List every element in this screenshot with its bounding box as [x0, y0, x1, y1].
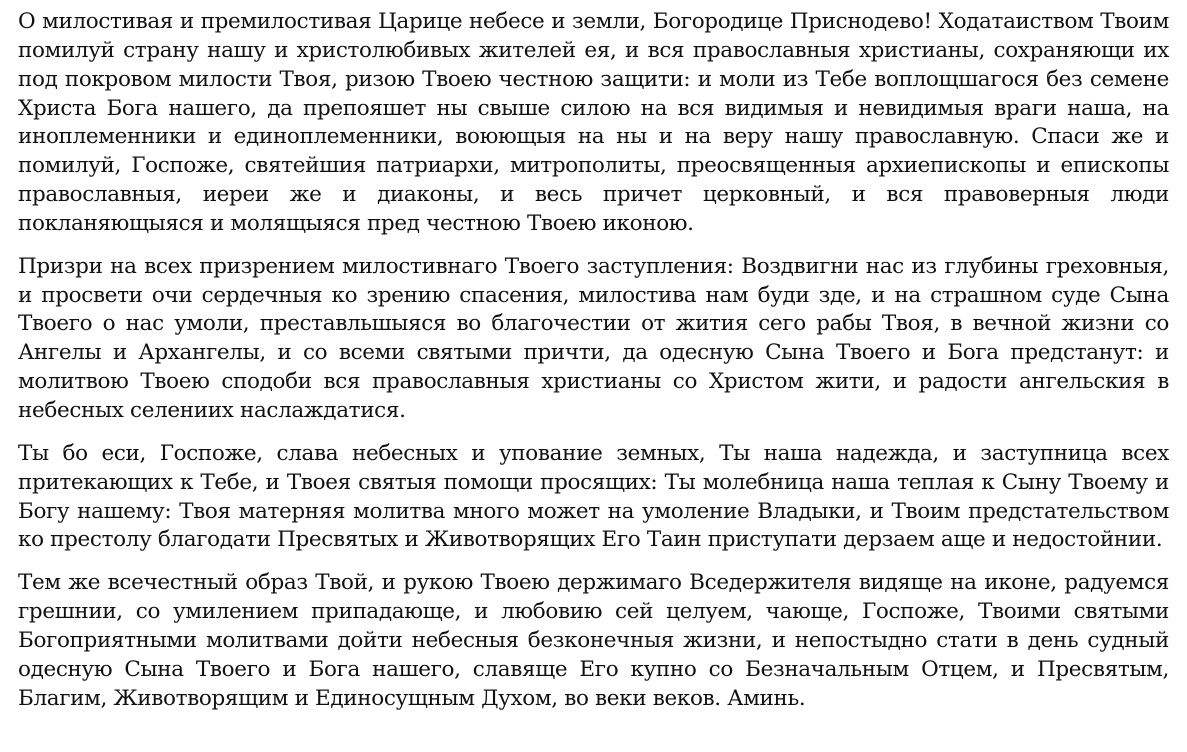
paragraph-2: Призри на всех призрением милостивнаго Твоего заступления: Воздвигни нас из глубины греховныя, и просвети очи сердечныя ко зрению спасения, милостива нам буди зде, и на страшном суде Сына Твоего о нас умоли, преставльшыяся во благочестии от жития сего рабы Твоя, в вечной жизни со Ангелы и Архангелы, и со всеми святыми причти, да одесную Сына Твоего и Бога предстанут: и молитвою Твоею сподоби вся православныя христианы со Христом жити, и радости ангельския в небесных селениих наслаждатися. — [18, 253, 1169, 423]
prayer-text — [18, 8, 1169, 713]
paragraph-1: О милостивая и премилостивая Царице небесе и земли, Богородице Приснодево! Ходатаиством Твоим помилуй страну нашу и христолюбивых жителей ея, и вся православныя христианы, сохраняющи их под покровом милости Твоя, ризою Твоею честною защити: и моли из Тебе воплощшагося без семене Христа Бога нашего, да препояшет ны свыше силою на вся видимыя и невидимыя враги наша, на иноплеменники и единоплеменники, воюющыя на ны и на веру нашу православную. Спаси же и помилуй, Госпоже, святейшия патриархи, митрополиты, преосвященныя архиепископы и епископы православныя, иереи же и диаконы, и весь причет церковный, и вся правоверныя люди покланяющыяся и молящыяся пред честною Твоею иконою. — [18, 9, 1169, 236]
paragraph-3: Ты бо еси, Госпоже, слава небесных и упование земных, Ты наша надежда, и заступница всех притекающих к Тебе, и Твоея святыя помощи просящих: Ты молебница наша теплая к Сыну Твоему и Богу нашему: Твоя матерняя молитва много может на умоление Владыки, и Твоим предстательством ко престолу благодати Пресвятых и Животворящих Его Таин приступати дерзаем аще и недостойнии. — [18, 440, 1169, 553]
paragraph-4: Тем же всечестный образ Твой, и рукою Твоею держимаго Вседержителя видяще на иконе, радуемся грешнии, со умилением припадающе, и любовию сей целуем, чающе, Госпоже, Твоими святыми Богоприятными молитвами дойти небесныя безконечныя жизни, и непостыдно стати в день судный одесную Сына Твоего и Бога нашего, славяще Его купно со Безначальным Отцем, и Пресвятым, Благим, Животворящим и Единосущным Духом, во веки веков. Аминь. — [18, 570, 1169, 711]
